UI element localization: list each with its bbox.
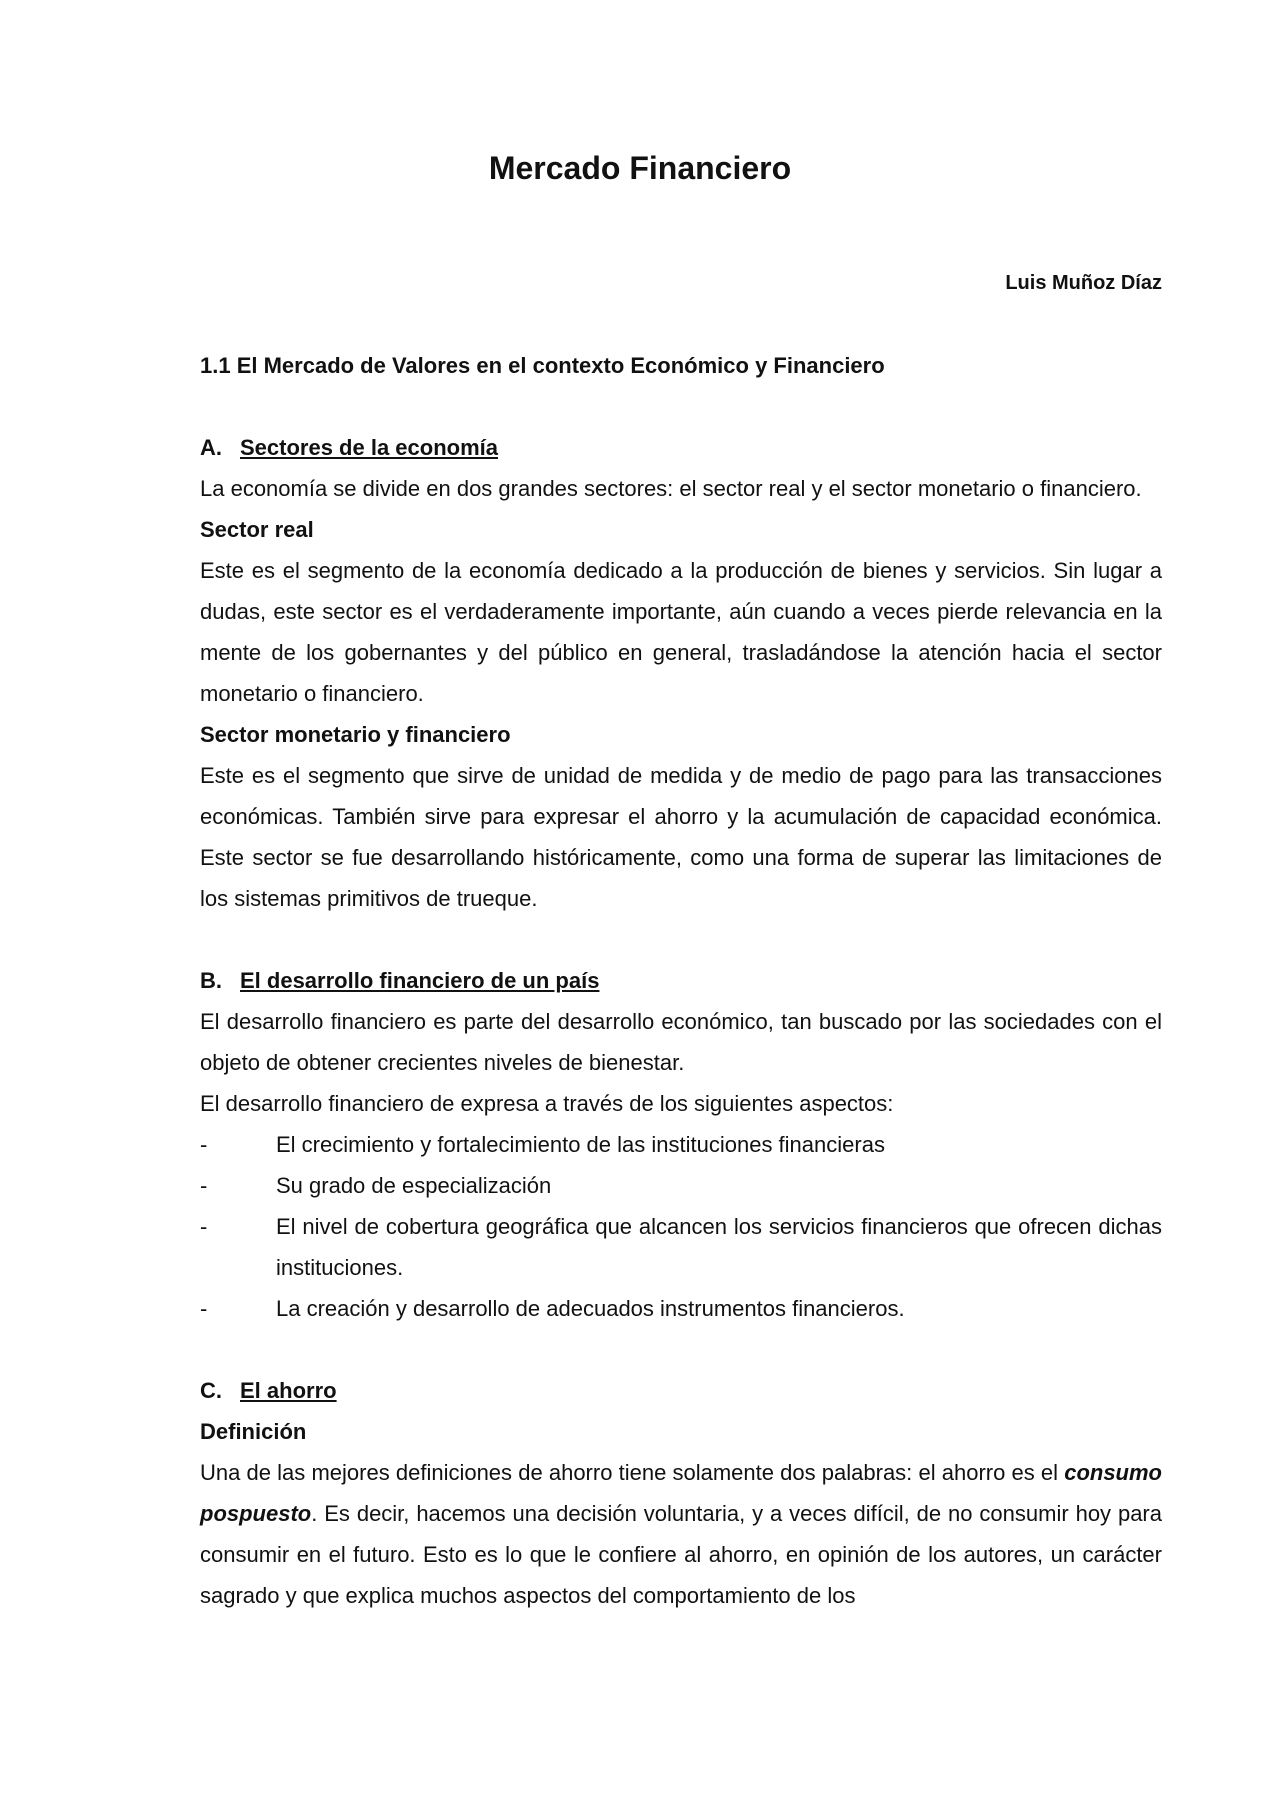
section-a-heading: Sectores de la economía xyxy=(240,435,498,460)
sector-monetario-title: Sector monetario y financiero xyxy=(200,722,511,747)
author-name: Luis Muñoz Díaz xyxy=(1005,272,1162,294)
definicion-text xyxy=(200,1452,1162,1616)
definicion-emphasis: consumo pospuesto xyxy=(200,1460,1162,1526)
section-b-letter: B. xyxy=(200,968,222,993)
sector-real-title: Sector real xyxy=(200,517,314,542)
bullet-dash: - xyxy=(200,1173,208,1198)
document-body xyxy=(200,345,1162,1616)
sector-real-text: Este es el segmento de la economía dedicado a la producción de bienes y servicios. Sin lugar a dudas, este sector es el verdaderamente importante, aún cuando a veces pierde relevancia en la mente de los gobernantes y del público en general, trasladándose la atención hacia el sector monetario o financiero. xyxy=(200,558,1162,706)
bullet-dash: - xyxy=(200,1214,208,1239)
list-item xyxy=(200,1206,1162,1288)
list-item xyxy=(200,1124,1162,1165)
definicion-text-part-1: Una de las mejores definiciones de ahorro tiene solamente dos palabras: el ahorro es el xyxy=(200,1460,1065,1485)
bullet-text: Su grado de especialización xyxy=(276,1173,552,1198)
section-a-letter: A. xyxy=(200,435,222,460)
section-heading: 1.1 El Mercado de Valores en el contexto Económico y Financiero xyxy=(200,353,885,378)
bullet-text: El nivel de cobertura geográfica que alcancen los servicios financieros que ofrecen dichas instituciones. xyxy=(276,1214,1162,1280)
document-title: Mercado Financiero xyxy=(488,150,792,186)
section-c-letter: C. xyxy=(200,1378,222,1403)
section-b-title xyxy=(200,960,1162,1001)
section-b-heading: El desarrollo financiero de un país xyxy=(240,968,600,993)
definicion-title: Definición xyxy=(200,1419,307,1444)
spacer xyxy=(200,386,1162,427)
section-a-intro: La economía se divide en dos grandes sectores: el sector real y el sector monetario o financiero. xyxy=(200,476,1142,501)
spacer xyxy=(200,1329,1162,1370)
list-item xyxy=(200,1288,1162,1329)
section-b-paragraph-2: El desarrollo financiero de expresa a través de los siguientes aspectos: xyxy=(200,1091,894,1116)
section-c-title xyxy=(200,1370,1162,1411)
bullet-dash: - xyxy=(200,1132,208,1157)
spacer xyxy=(200,919,1162,960)
sector-monetario-text: Este es el segmento que sirve de unidad de medida y de medio de pago para las transacciones económicas. También sirve para expresar el ahorro y la acumulación de capacidad económica. Este sector se fue desarrollando históricamente, como una forma de superar las limitaciones de los sistemas primitivos de trueque. xyxy=(200,763,1162,911)
definicion-text-part-2: . Es decir, hacemos una decisión voluntaria, y a veces difícil, de no consumir hoy para consumir en el futuro. Esto es lo que le confiere al ahorro, en opinión de los autores, un carácter sagrado y que explica muchos aspectos del comportamiento de los xyxy=(200,1501,1162,1608)
bullet-text: La creación y desarrollo de adecuados instrumentos financieros. xyxy=(276,1296,905,1321)
section-b-paragraph-1: El desarrollo financiero es parte del desarrollo económico, tan buscado por las sociedades con el objeto de obtener crecientes niveles de bienestar. xyxy=(200,1009,1162,1075)
section-a-title xyxy=(200,427,1162,468)
bullet-dash: - xyxy=(200,1296,208,1321)
list-item xyxy=(200,1165,1162,1206)
section-c-heading: El ahorro xyxy=(240,1378,337,1403)
bullet-text: El crecimiento y fortalecimiento de las instituciones financieras xyxy=(276,1132,885,1157)
